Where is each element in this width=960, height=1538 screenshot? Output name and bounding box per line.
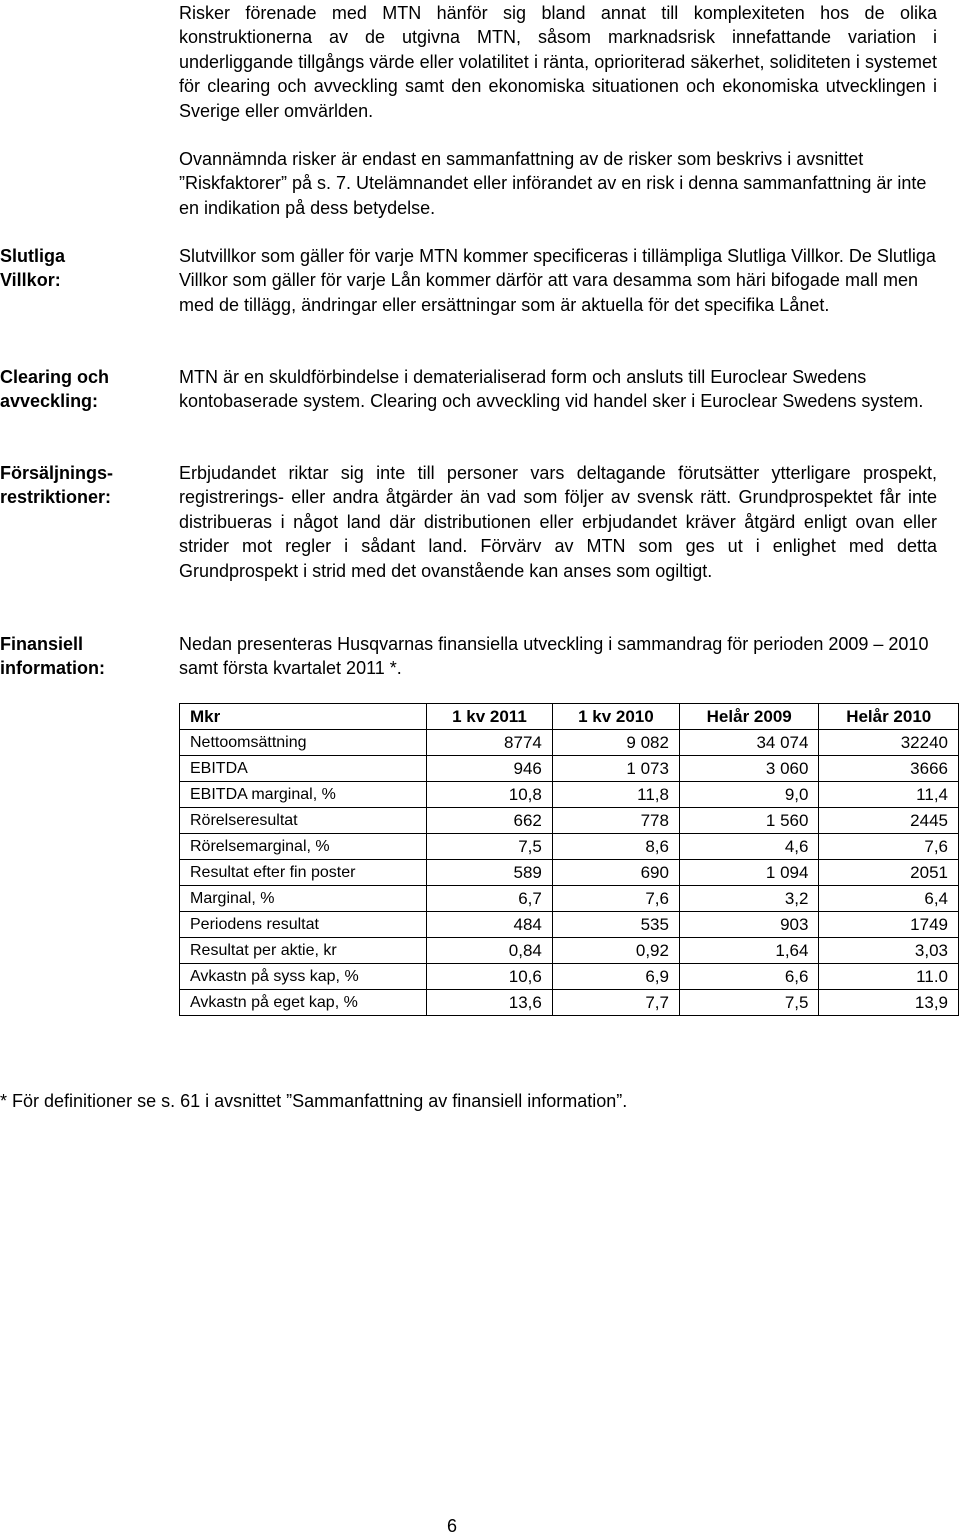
section-label-slutliga-villkor [0, 244, 170, 293]
value-cell: 535 [552, 912, 679, 938]
value-cell: 484 [427, 912, 553, 938]
value-cell: 6,9 [552, 964, 679, 990]
intro-paragraph-risks: Risker förenade med MTN hänför sig bland annat till komplexiteten hos de olika konstruktionerna av de utgivna MTN, såsom marknadsrisk innefattande variation i underliggande tillgångs värde eller volatilitet i ränta, oprioriterad säkerhet, soliditeten i systemet för clearing och avveckling samt den ekonomiska situationen och ekonomiska utvecklingen i Sverige eller omvärlden. [179, 3, 937, 121]
value-cell: 778 [552, 808, 679, 834]
value-cell: 32240 [819, 730, 959, 756]
value-cell: 11,8 [552, 782, 679, 808]
row-label-cell: EBITDA marginal, % [180, 782, 427, 808]
row-label-cell: Periodens resultat [180, 912, 427, 938]
value-cell: 8774 [427, 730, 553, 756]
value-cell: 11.0 [819, 964, 959, 990]
value-cell: 13,9 [819, 990, 959, 1016]
row-label-cell: Avkastn på syss kap, % [180, 964, 427, 990]
label-line: restriktioner: [0, 487, 112, 508]
value-cell: 0,92 [552, 938, 679, 964]
value-cell: 9,0 [679, 782, 819, 808]
label-line: Finansiell [0, 634, 84, 654]
table-row [180, 938, 959, 964]
table-row [180, 782, 959, 808]
value-cell: 7,5 [679, 990, 819, 1016]
section-text-forsaljningsrestriktioner: Erbjudandet riktar sig inte till personer vars deltagande förutsätter ytterligare prospekt, registrerings- eller andra åtgärder än vad som följer av svensk rätt. Grundprospektet får inte distribueras i något land där distributionen eller erbjudandet kräver åtgärd enligt ovan eller strider mot regler i sådant land. Förvärv av MTN som ges ut i enlighet med detta Grundprospekt i strid med det ovanstående kan anses som ogiltigt. [179, 463, 937, 581]
label-line: Villkor: [0, 270, 61, 291]
column-header: 1 kv 2011 [427, 704, 553, 730]
value-cell: 6,6 [679, 964, 819, 990]
value-cell: 2445 [819, 808, 959, 834]
section-text-slutliga-villkor: Slutvillkor som gäller för varje MTN kommer specificeras i tillämpliga Slutliga Villkor. De Slutliga Villkor som gäller för varje Lån kommer därför att vara desamma som häri bifogade mall men med de tillägg, ändringar eller ersättningar som är aktuella för det specifika Lånet. [179, 246, 936, 315]
row-label-cell: Nettoomsättning [180, 730, 427, 756]
value-cell: 1,64 [679, 938, 819, 964]
value-cell: 662 [427, 808, 553, 834]
column-header: Helår 2010 [819, 704, 959, 730]
label-line: Clearing och [0, 367, 110, 387]
table-body [180, 730, 959, 1016]
value-cell: 946 [427, 756, 553, 782]
footnote: * För definitioner se s. 61 i avsnittet ”Sammanfattning av finansiell information”. [0, 1091, 628, 1111]
value-cell: 4,6 [679, 834, 819, 860]
table-row [180, 912, 959, 938]
value-cell: 589 [427, 860, 553, 886]
table-row [180, 886, 959, 912]
value-cell: 2051 [819, 860, 959, 886]
value-cell: 1 094 [679, 860, 819, 886]
table-row [180, 756, 959, 782]
section-text-finansiell-information: Nedan presenteras Husqvarnas finansiella utveckling i sammandrag för perioden 2009 – 2010 samt första kvartalet 2011 *. [179, 634, 929, 679]
value-cell: 8,6 [552, 834, 679, 860]
section-label-finansiell-information [0, 632, 170, 681]
value-cell: 11,4 [819, 782, 959, 808]
value-cell: 6,7 [427, 886, 553, 912]
value-cell: 1 560 [679, 808, 819, 834]
table-row [180, 860, 959, 886]
table-row [180, 964, 959, 990]
value-cell: 1 073 [552, 756, 679, 782]
row-label-cell: EBITDA [180, 756, 427, 782]
value-cell: 3666 [819, 756, 959, 782]
value-cell: 3,03 [819, 938, 959, 964]
value-cell: 34 074 [679, 730, 819, 756]
financial-summary-table [179, 703, 959, 1016]
label-line: Slutliga [0, 246, 66, 266]
table-row [180, 990, 959, 1016]
row-label-cell: Rörelsemarginal, % [180, 834, 427, 860]
label-line: information: [0, 658, 105, 679]
column-header: Helår 2009 [679, 704, 819, 730]
value-cell: 3 060 [679, 756, 819, 782]
column-header: 1 kv 2010 [552, 704, 679, 730]
table-row [180, 834, 959, 860]
table-row [180, 730, 959, 756]
row-label-cell: Marginal, % [180, 886, 427, 912]
label-line: avveckling: [0, 391, 99, 412]
value-cell: 7,6 [819, 834, 959, 860]
value-cell: 7,6 [552, 886, 679, 912]
value-cell: 7,7 [552, 990, 679, 1016]
table-row [180, 808, 959, 834]
value-cell: 10,8 [427, 782, 553, 808]
value-cell: 13,6 [427, 990, 553, 1016]
intro-paragraph-summary-note: Ovannämnda risker är endast en sammanfattning av de risker som beskrivs i avsnittet ”Riskfaktorer” på s. 7. Utelämnandet eller införandet av en risk i denna sammanfattning är inte en indikation på dess betydelse. [179, 149, 927, 218]
value-cell: 3,2 [679, 886, 819, 912]
section-label-forsaljningsrestriktioner [0, 461, 170, 510]
value-cell: 10,6 [427, 964, 553, 990]
page-number: 6 [447, 1516, 458, 1536]
label-line: Försäljnings- [0, 463, 114, 483]
column-header: Mkr [180, 704, 427, 730]
section-label-clearing [0, 365, 170, 414]
value-cell: 9 082 [552, 730, 679, 756]
value-cell: 0,84 [427, 938, 553, 964]
value-cell: 1749 [819, 912, 959, 938]
row-label-cell: Resultat per aktie, kr [180, 938, 427, 964]
value-cell: 690 [552, 860, 679, 886]
value-cell: 903 [679, 912, 819, 938]
table-header-row [180, 704, 959, 730]
value-cell: 7,5 [427, 834, 553, 860]
value-cell: 6,4 [819, 886, 959, 912]
row-label-cell: Resultat efter fin poster [180, 860, 427, 886]
row-label-cell: Avkastn på eget kap, % [180, 990, 427, 1016]
row-label-cell: Rörelseresultat [180, 808, 427, 834]
section-text-clearing: MTN är en skuldförbindelse i dematerialiserad form och ansluts till Euroclear Swedens kontobaserade system. Clearing och avveckling vid handel sker i Euroclear Swedens system. [179, 367, 924, 412]
